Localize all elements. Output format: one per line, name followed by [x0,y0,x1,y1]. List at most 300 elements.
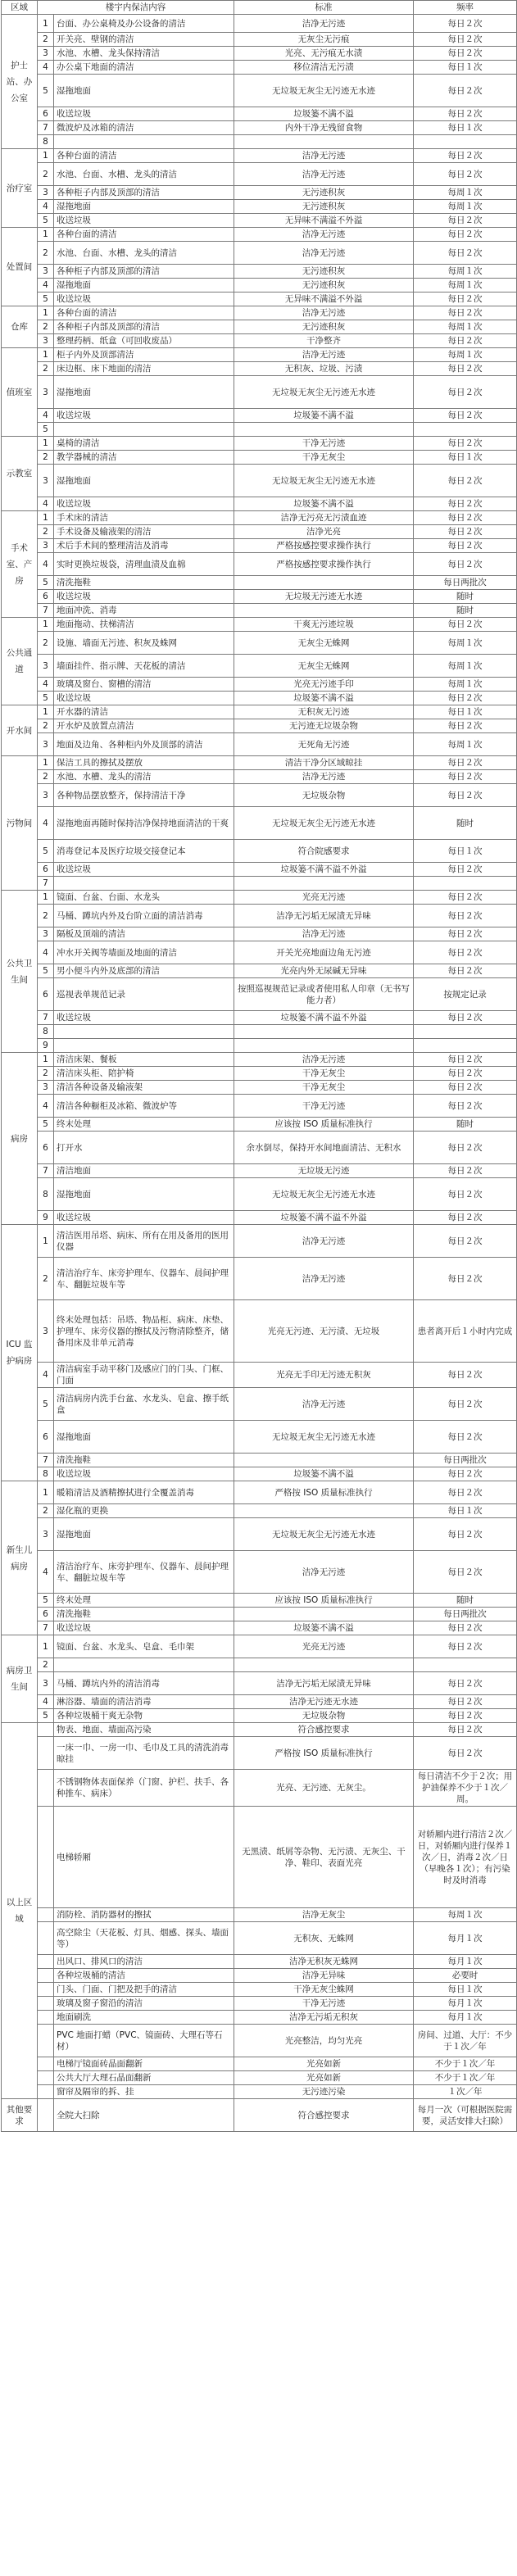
item-cell: 手术床的清洁 [54,511,234,525]
area-cell: 病房卫生间 [2,1635,38,1723]
table-row [2,525,517,539]
standard-cell: 垃圾篓不满不溢 [234,1467,414,1481]
no-cell [38,1955,54,1969]
table-row [2,15,517,33]
table-row [2,964,517,978]
table-row [2,186,517,200]
frequency-cell: 每周１次 [414,186,517,200]
standard-cell: 洁净无污迹 [234,1551,414,1594]
area-cell: 污物间 [2,756,38,891]
frequency-cell: 每日２次 [414,1225,517,1258]
item-cell: 清洁床头柜、陪护椅 [54,1067,234,1081]
standard-cell: 干净无污迹 [234,1095,414,1118]
frequency-cell: 每日２次 [414,437,517,451]
no-cell: 5 [38,692,54,705]
no-cell: 4 [38,941,54,964]
table-row [2,1178,517,1211]
table-row [2,409,517,423]
frequency-cell: 每日２次 [414,497,517,511]
table-row [2,149,517,163]
frequency-cell: 房间、过道、大厅：不少于１次／年 [414,2025,517,2057]
standard-cell: 光亮如新 [234,2071,414,2085]
no-cell: 5 [38,1118,54,1132]
no-cell: 4 [38,553,54,576]
item-cell: 玻璃及窗台、窗槽的清洁 [54,678,234,692]
no-cell: 7 [38,1454,54,1467]
frequency-cell: 每日２次 [414,1635,517,1658]
standard-cell: 内外干净无残留食物 [234,121,414,135]
table-row [2,121,517,135]
frequency-cell: 每周１次 [414,265,517,279]
table-row [2,1723,517,1737]
table-row [2,362,517,376]
table-row [2,1363,517,1388]
table-row [2,770,517,784]
frequency-cell: 每日２次 [414,1737,517,1770]
no-cell: 1 [38,1225,54,1258]
table-row [2,497,517,511]
item-cell: 地面冲洗、消毒 [54,604,234,618]
standard-cell: 无积灰无污迹 [234,705,414,719]
standard-cell [234,423,414,437]
no-cell: 6 [38,1132,54,1164]
table-row [2,705,517,719]
frequency-cell: 每日２次 [414,306,517,320]
item-cell: 保洁工具的擦拭及摆放 [54,756,234,770]
table-row [2,1709,517,1723]
no-cell: 1 [38,1635,54,1658]
frequency-cell: 每日２次 [414,1723,517,1737]
item-cell: 办公桌下地面的清洁 [54,61,234,75]
table-row [2,927,517,941]
table-row [2,1518,517,1551]
table-row [2,655,517,678]
standard-cell [234,1454,414,1467]
table-row [2,840,517,863]
standard-cell: 无污迹积灰 [234,200,414,214]
standard-cell: 无污迹积灰 [234,265,414,279]
standard-cell: 洁净无异味 [234,1969,414,1983]
item-cell: 开关亮、壁钢的清洁 [54,33,234,47]
no-cell: 6 [38,863,54,877]
no-cell: 4 [38,678,54,692]
item-cell: 收送垃圾 [54,692,234,705]
item-cell [54,877,234,891]
no-cell: 6 [38,1608,54,1621]
standard-cell: 光亮无手印无污迹无积灰 [234,1363,414,1388]
table-row [2,334,517,348]
standard-cell: 无积灰、无蛛网 [234,1922,414,1955]
item-cell: 不锈钢物体表面保养（门窗、护栏、扶手、各种推车、病床） [54,1770,234,1807]
table-row [2,306,517,320]
frequency-cell: 每日２次 [414,1011,517,1025]
no-cell: 2 [38,719,54,733]
frequency-cell [414,135,517,149]
item-cell: 微波炉及冰箱的清洁 [54,121,234,135]
frequency-cell: 每日２次 [414,553,517,576]
standard-cell: 洁净无污迹 [234,149,414,163]
standard-cell: 无污迹无垃圾杂物 [234,719,414,733]
table-row [2,863,517,877]
frequency-cell: 每日２次 [414,863,517,877]
item-cell: 各种垃圾桶的清洁 [54,1969,234,1983]
standard-cell [234,1025,414,1039]
item-cell: 收送垃圾 [54,1621,234,1635]
no-cell: 3 [38,334,54,348]
no-cell: 3 [38,1518,54,1551]
item-cell: 墙面挂件、指示牌、天花板的清洁 [54,655,234,678]
table-row [2,47,517,61]
frequency-cell: 不少于１次／年 [414,2057,517,2071]
table-row [2,1164,517,1178]
standard-cell: 无垃圾无灰尘无污迹无水迹 [234,376,414,409]
item-cell: 柜子内外及顶部清洁 [54,348,234,362]
frequency-cell: 每日２次 [414,1053,517,1067]
frequency-cell: 每日１次 [414,1504,517,1518]
item-cell: 收送垃圾 [54,1011,234,1025]
standard-cell: 光亮无污迹手印 [234,678,414,692]
table-row [2,1658,517,1672]
frequency-cell: 每日两批次 [414,576,517,590]
table-row [2,33,517,47]
table-row [2,75,517,107]
frequency-cell: 每日清洁不少于２次；用护油保养不少于１次／周。 [414,1770,517,1807]
area-cell: 值班室 [2,348,38,437]
no-cell [38,1807,54,1908]
item-cell: 收送垃圾 [54,590,234,604]
item-cell: 收送垃圾 [54,1467,234,1481]
standard-cell: 无垃圾无灰尘无污迹无水迹 [234,75,414,107]
frequency-cell: 每周１次 [414,655,517,678]
table-row [2,1770,517,1807]
frequency-cell: 每月１次 [414,1955,517,1969]
standard-cell: 符合院感要求 [234,840,414,863]
standard-cell: 余水倒尽，保持开水间地面清洁、无积水 [234,1132,414,1164]
item-cell: 一床一巾、一房一巾、毛巾及工具的清洗消毒晾挂 [54,1737,234,1770]
no-cell: 2 [38,320,54,334]
no-cell [38,1922,54,1955]
frequency-cell: 每日２次 [414,1672,517,1695]
table-row [2,692,517,705]
table-row [2,511,517,525]
no-cell: 4 [38,61,54,75]
item-cell: 设施、墙面无污迹、积灰及蛛网 [54,632,234,655]
frequency-cell: 随时 [414,1118,517,1132]
standard-cell: 无垃圾杂物 [234,784,414,807]
table-row [2,2099,517,2132]
frequency-cell [414,1039,517,1053]
item-cell: PVC 地面打蜡（PVC、镜面砖、大理石等石材） [54,2025,234,2057]
no-cell [38,2025,54,2057]
frequency-cell: 对轿厢内进行清洁２次／日，对轿厢内进行保养１次／日，消毒２次／日（早晚各１次）；有污染时及时消毒 [414,1807,517,1908]
standard-cell: 洁净无污亮无污渍血迹 [234,511,414,525]
standard-cell: 严格按感控要求操作执行 [234,539,414,553]
no-cell: 1 [38,1053,54,1067]
no-cell: 3 [38,655,54,678]
no-cell: 5 [38,840,54,863]
item-cell: 门头、门面、门把及把手的清洁 [54,1983,234,1997]
standard-cell: 洁净无污垢无积灰 [234,2011,414,2025]
frequency-cell: 每日２次 [414,1709,517,1723]
table-row [2,678,517,692]
no-cell: 2 [38,1658,54,1672]
table-row [2,214,517,228]
table-row [2,1095,517,1118]
table-row [2,1388,517,1421]
no-cell [38,1737,54,1770]
item-cell: 收送垃圾 [54,409,234,423]
frequency-cell: 每月１次 [414,1997,517,2011]
no-cell: 1 [38,437,54,451]
standard-cell: 洁净无灰尘 [234,1908,414,1922]
table-row [2,1067,517,1081]
item-cell: 清洁各种设备及输液架 [54,1081,234,1095]
no-cell: 2 [38,33,54,47]
standard-cell: 应该按 ISO 质量标准执行 [234,1118,414,1132]
no-cell [38,2085,54,2099]
table-row [2,1969,517,1983]
area-cell: 示教室 [2,437,38,511]
no-cell: 1 [38,15,54,33]
frequency-cell: 每日２次 [414,465,517,497]
area-cell: ICU 监护病房 [2,1225,38,1481]
item-cell: 收送垃圾 [54,497,234,511]
standard-cell: 洁净无污垢无尿渍无异味 [234,1672,414,1695]
item-cell: 消防栓、消防器材的擦拭 [54,1908,234,1922]
no-cell: 3 [38,784,54,807]
item-cell: 马桶、蹲坑内外的清洁消毒 [54,1672,234,1695]
header-item: 楼宇内保洁内容 [38,1,234,15]
frequency-cell: 每日１次 [414,840,517,863]
table-row [2,1132,517,1164]
item-cell: 收送垃圾 [54,214,234,228]
standard-cell: 光亮无污迹 [234,891,414,905]
standard-cell [234,1039,414,1053]
standard-cell: 洁净无污垢无尿渍无异味 [234,905,414,927]
item-cell: 电梯厅镜面砖晶面翻新 [54,2057,234,2071]
no-cell: 7 [38,1621,54,1635]
no-cell: 1 [38,149,54,163]
table-row [2,2025,517,2057]
item-cell: 各种台面的清洁 [54,149,234,163]
standard-cell: 洁净无污迹 [234,1258,414,1300]
frequency-cell: 每日２次 [414,1363,517,1388]
no-cell: 1 [38,705,54,719]
table-row [2,423,517,437]
standard-cell: 清洁干净分区域晾挂 [234,756,414,770]
standard-cell: 洁净无污迹无水迹 [234,1695,414,1709]
frequency-cell: 随时 [414,590,517,604]
no-cell: 4 [38,279,54,293]
frequency-cell: 每日２次 [414,1132,517,1164]
item-cell: 地面及边角、各种柜内外及顶部的清洁 [54,733,234,756]
no-cell: 4 [38,1363,54,1388]
item-cell: 公共大厅大理石晶面翻新 [54,2071,234,2085]
table-row [2,437,517,451]
no-cell: 6 [38,978,54,1011]
item-cell [54,1658,234,1672]
item-cell: 马桶、蹲坑内外及台阶立面的清洁消毒 [54,905,234,927]
frequency-cell: 每日２次 [414,228,517,242]
no-cell [38,1770,54,1807]
table-row [2,941,517,964]
frequency-cell: 每日１次 [414,1983,517,1997]
table-row [2,784,517,807]
item-cell: 打开水 [54,1132,234,1164]
item-cell: 淋浴器、墙面的清洁消毒 [54,1695,234,1709]
no-cell: 3 [38,733,54,756]
no-cell: 5 [38,1594,54,1608]
table-row [2,756,517,770]
no-cell [38,2011,54,2025]
frequency-cell: 每日２次 [414,525,517,539]
area-cell: 开水间 [2,705,38,756]
standard-cell: 洁净无污迹 [234,15,414,33]
table-row [2,553,517,576]
frequency-cell: 每日２次 [414,1421,517,1454]
standard-cell: 光亮无污迹 [234,1635,414,1658]
item-cell [54,423,234,437]
no-cell: 4 [38,497,54,511]
frequency-cell: 每周１次 [414,1908,517,1922]
frequency-cell: 随时 [414,807,517,840]
standard-cell: 无污迹积灰 [234,320,414,334]
item-cell: 术后手术间的整理清洁及消毒 [54,539,234,553]
standard-cell: 无垃圾无污迹无水迹 [234,590,414,604]
no-cell: 5 [38,75,54,107]
no-cell: 4 [38,1551,54,1594]
item-cell: 各种柜子内部及顶部的清洁 [54,265,234,279]
table-row [2,590,517,604]
no-cell [38,2057,54,2071]
frequency-cell: 每日２次 [414,75,517,107]
area-cell: 护士站、办公室 [2,15,38,149]
standard-cell: 符合感控要求 [234,1723,414,1737]
item-cell: 清洁治疗车、床旁护理车、仪器车、晨间护理车、翻脏垃圾车等 [54,1551,234,1594]
frequency-cell: 每周１次 [414,200,517,214]
area-cell: 手术室、产房 [2,511,38,618]
no-cell: 9 [38,1039,54,1053]
item-cell: 台面、办公桌椅及办公设备的清洁 [54,15,234,33]
item-cell: 清洁各种橱柜及冰箱、微波炉等 [54,1095,234,1118]
frequency-cell: 每周１次 [414,348,517,362]
frequency-cell: 每日２次 [414,719,517,733]
table-row [2,1467,517,1481]
standard-cell: 光亮内外无尿碱无异味 [234,964,414,978]
frequency-cell: １次／年 [414,2085,517,2099]
item-cell: 整理药柄、纸盒（可回收废品） [54,334,234,348]
no-cell: 2 [38,362,54,376]
table-row [2,293,517,306]
no-cell: 4 [38,409,54,423]
no-cell: 4 [38,1095,54,1118]
standard-cell: 洁净无污迹 [234,1053,414,1067]
frequency-cell: 每日２次 [414,376,517,409]
standard-cell: 干爽无污迹垃圾 [234,618,414,632]
no-cell: 8 [38,1178,54,1211]
area-cell: 新生儿病房 [2,1481,38,1635]
item-cell: 镜面、台盆、台面、水龙头 [54,891,234,905]
frequency-cell: 每周１次 [414,279,517,293]
table-row [2,242,517,265]
frequency-cell: 每日２次 [414,163,517,186]
item-cell: 全院大扫除 [54,2099,234,2132]
no-cell: 5 [38,1709,54,1723]
standard-cell: 洁净无污迹 [234,242,414,265]
no-cell: 1 [38,1481,54,1504]
frequency-cell: 每日２次 [414,1211,517,1225]
item-cell [54,1039,234,1053]
frequency-cell: 每日２次 [414,47,517,61]
frequency-cell: 每日２次 [414,1081,517,1095]
item-cell: 教学器械的清洁 [54,451,234,465]
item-cell: 终末处理 [54,1594,234,1608]
table-row [2,228,517,242]
header-standard: 标准 [234,1,414,15]
standard-cell: 无垃圾无灰尘无污迹无水迹 [234,1421,414,1454]
frequency-cell: 每日２次 [414,1695,517,1709]
no-cell: 3 [38,47,54,61]
frequency-cell [414,423,517,437]
item-cell [54,1025,234,1039]
item-cell: 各种柜子内部及顶部的清洁 [54,320,234,334]
frequency-cell: 每日２次 [414,1621,517,1635]
standard-cell: 严格按 ISO 质量标准执行 [234,1737,414,1770]
item-cell: 清洗拖鞋 [54,1608,234,1621]
frequency-cell: 每日２次 [414,1467,517,1481]
item-cell: 各种垃圾桶干爽无杂物 [54,1709,234,1723]
table-row [2,1635,517,1658]
no-cell: 5 [38,576,54,590]
standard-cell: 无污迹污染 [234,2085,414,2099]
item-cell: 水池、水槽、龙头保持清洁 [54,47,234,61]
standard-cell: 严格按 ISO 质量标准执行 [234,1481,414,1504]
standard-cell: 无灰尘无蛛网 [234,655,414,678]
no-cell: 3 [38,1300,54,1363]
frequency-cell: 每日２次 [414,33,517,47]
standard-cell: 洁净无积灰无蛛网 [234,1955,414,1969]
frequency-cell: 每日２次 [414,293,517,306]
item-cell: 地面拖动、扶梯清洁 [54,618,234,632]
frequency-cell: 每日２次 [414,15,517,33]
table-row [2,2085,517,2099]
standard-cell [234,1608,414,1621]
frequency-cell [414,877,517,891]
item-cell: 各种物品摆放整齐，保持清洁干净 [54,784,234,807]
table-row [2,1258,517,1300]
table-row [2,1225,517,1258]
item-cell: 湿拖地面 [54,1518,234,1551]
standard-cell: 无垃圾无灰尘无污迹无水迹 [234,807,414,840]
table-row [2,279,517,293]
standard-cell: 无死角无污迹 [234,733,414,756]
table-row [2,1211,517,1225]
frequency-cell: 每日２次 [414,107,517,121]
header-area: 区域 [2,1,38,15]
frequency-cell: 每日１次 [414,451,517,465]
item-cell: 窗帘及隔帘的拆、挂 [54,2085,234,2099]
frequency-cell: 每日２次 [414,692,517,705]
item-cell: 清洗拖鞋 [54,1454,234,1467]
table-row [2,61,517,75]
no-cell: 1 [38,511,54,525]
item-cell: 各种柜子内部及顶部的清洁 [54,186,234,200]
no-cell: 4 [38,1695,54,1709]
item-cell: 电梯轿厢 [54,1807,234,1908]
no-cell: 1 [38,306,54,320]
no-cell [38,1908,54,1922]
table-row [2,376,517,409]
